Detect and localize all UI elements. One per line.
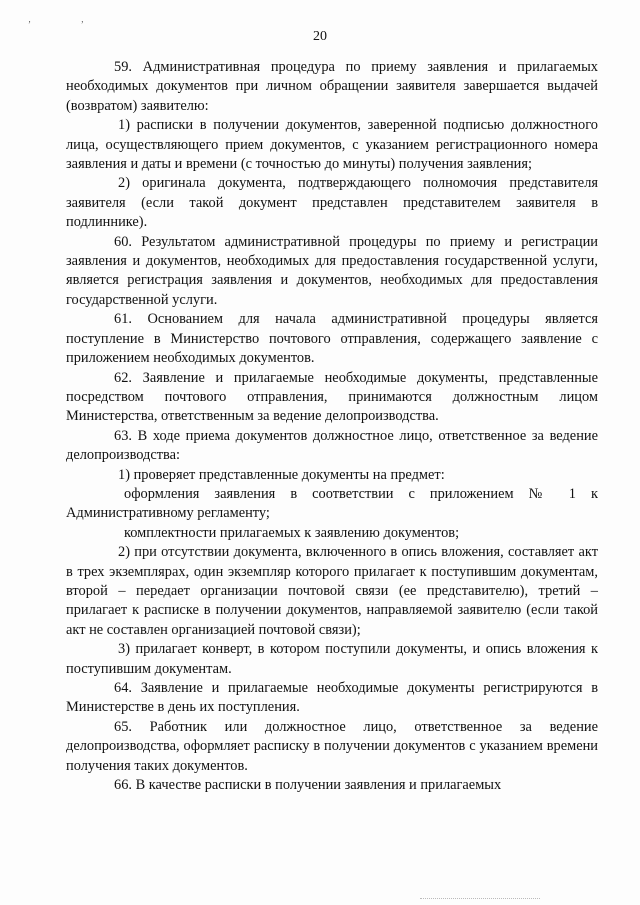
- paragraph-59-item-1: 1) расписки в получении документов, заверенной подписью должностного лица, осуществляющего прием документов, с указанием регистрационного номера заявления и даты и времени (с точностью до минуты) получения заявления;: [66, 117, 598, 173]
- paragraph-63-item-2: 2) при отсутствии документа, включенного в опись вложения, составляет акт в трех экземплярах, один экземпляр которого прилагает к поступившим документам, второй – передает организации почтовой связи (ее представителю), третий – прилагает к расписке в получении документов, направляемой заявителю (если такой акт не составлен организацией почтовой связи);: [66, 544, 598, 638]
- paragraph-63: 63. В ходе приема документов должностное лицо, ответственное за ведение делопроизводства:: [66, 427, 598, 464]
- paragraph-65: 65. Работник или должностное лицо, ответственное за ведение делопроизводства, оформляет расписку в получении документов с указанием времени получения таких документов.: [66, 718, 598, 774]
- paragraph-59: 59. Административная процедура по приему заявления и прилагаемых необходимых документов при личном обращении заявителя завершается выдачей (возвратом) заявителю:: [66, 59, 598, 114]
- paragraph-63-item-1a: оформления заявления в соответствии с приложением № 1 к Административному регламенту;: [66, 485, 598, 522]
- paragraph-64: 64. Заявление и прилагаемые необходимые документы регистрируются в Министерстве в день их поступления.: [66, 680, 598, 716]
- paragraph-62: 62. Заявление и прилагаемые необходимые документы, представленные посредством почтового отправления, принимаются должностным лицом Министерства, ответственным за ведение делопроизводства.: [66, 369, 598, 425]
- page-number: 20: [313, 29, 327, 44]
- paragraph-63-item-1: 1) проверяет представленные документы на предмет:: [118, 466, 445, 483]
- paragraph-63-item-1b: комплектности прилагаемых к заявлению документов;: [124, 524, 460, 541]
- scan-edge-artifact: [420, 896, 540, 899]
- scan-marks: ‚ ,: [28, 14, 108, 24]
- paragraph-60: 60. Результатом административной процедуры по приему и регистрации заявления и документов, необходимых для предоставления государственной услуги, является регистрация заявления и документов, необходимых для предоставления государственной услуги.: [66, 233, 598, 308]
- paragraph-59-item-2: 2) оригинала документа, подтверждающего полномочия представителя заявителя (если такой документ представлен представителем заявителя в подлиннике).: [66, 175, 598, 231]
- paragraph-66: 66. В качестве расписки в получении заявления и прилагаемых: [114, 777, 502, 794]
- paragraph-61: 61. Основанием для начала административной процедуры является поступление в Министерство почтового отправления, содержащего заявление с приложением необходимых документов.: [66, 311, 598, 367]
- paragraph-63-item-3: 3) прилагает конверт, в котором поступили документы, и опись вложения к поступившим документам.: [66, 641, 598, 677]
- document-body: [66, 58, 598, 795]
